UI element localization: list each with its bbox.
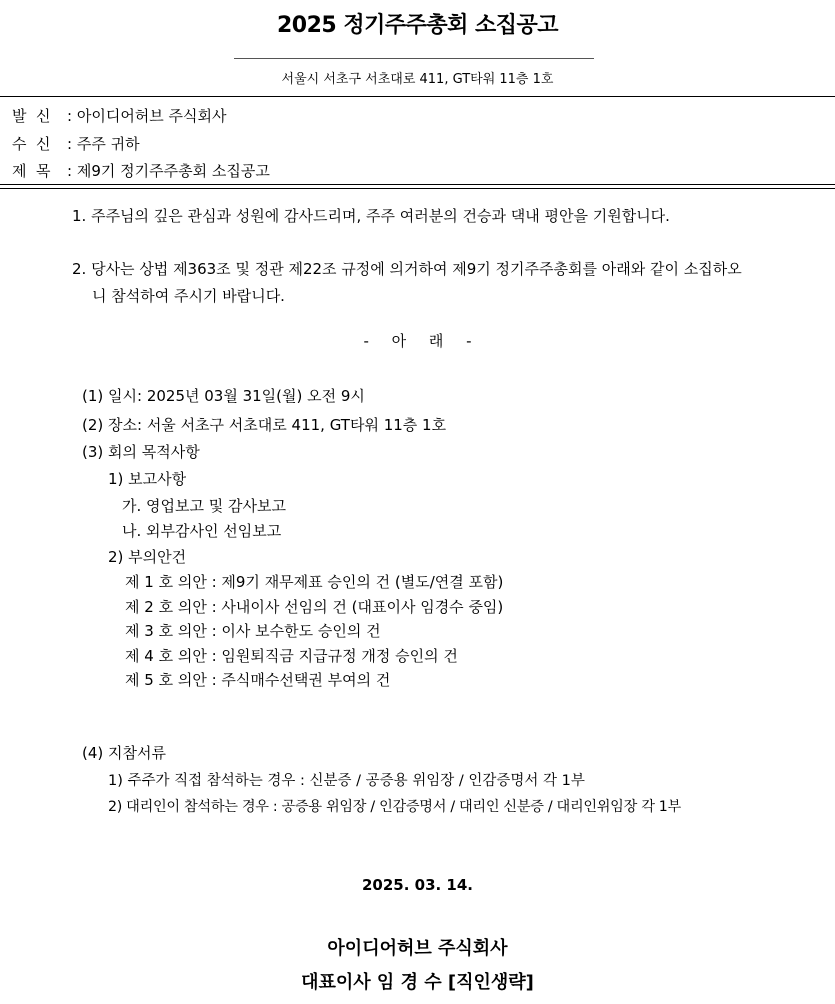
notice-heading: - 아 래 - xyxy=(363,332,472,350)
header-recipient-row xyxy=(12,133,140,154)
header-bottom-divider xyxy=(0,184,835,189)
paragraph-greeting: 1. 주주님의 깊은 관심과 성원에 감사드리며, 주주 여러분의 건승과 댁내 평안을 기원합니다. xyxy=(72,207,670,225)
recipient-separator: : xyxy=(67,135,73,153)
header-top-divider xyxy=(0,96,835,97)
resolution-item: 제 4 호 의안 : 임원퇴직금 지급규정 개정 승인의 건 xyxy=(125,647,458,665)
sender-value: 아이디어허브 주식회사 xyxy=(76,107,227,125)
report-heading: 1) 보고사항 xyxy=(108,470,187,488)
subject-separator: : xyxy=(67,162,73,180)
meeting-place: (2) 장소: 서울 서초구 서초대로 411, GT타워 11층 1호 xyxy=(82,416,447,434)
paragraph-convocation-line1: 2. 당사는 상법 제363조 및 정관 제22조 규정에 의거하여 제9기 정기주주총회를 아래와 같이 소집하오 xyxy=(72,260,742,278)
recipient-label: 수 신 xyxy=(12,135,51,153)
sender-separator: : xyxy=(67,107,73,125)
resolution-item: 제 3 호 의안 : 이사 보수한도 승인의 건 xyxy=(125,622,381,640)
recipient-value: 주주 귀하 xyxy=(76,135,140,153)
report-item: 가. 영업보고 및 감사보고 xyxy=(122,497,286,515)
company-address: 서울시 서초구 서초대로 411, GT타워 11층 1호 xyxy=(281,72,554,87)
header-subject-row xyxy=(12,160,270,181)
resolution-item: 제 1 호 의안 : 제9기 재무제표 승인의 건 (별도/연결 포함) xyxy=(125,573,504,591)
resolution-heading: 2) 부의안건 xyxy=(108,548,187,566)
documents-heading: (4) 지참서류 xyxy=(82,744,166,762)
sender-label: 발 신 xyxy=(12,107,51,125)
subject-label: 제 목 xyxy=(12,162,51,180)
company-name: 아이디어허브 주식회사 xyxy=(327,938,508,959)
header-sender-row xyxy=(12,105,227,126)
ceo-signature: 대표이사 임 경 수 [직인생략] xyxy=(301,972,534,993)
resolution-item: 제 5 호 의안 : 주식매수선택권 부여의 건 xyxy=(125,671,391,689)
meeting-date: (1) 일시: 2025년 03월 31일(월) 오전 9시 xyxy=(82,387,365,405)
notice-title: 2025 정기주주총회 소집공고 xyxy=(276,13,559,38)
agenda-heading: (3) 회의 목적사항 xyxy=(82,443,200,461)
document-item: 1) 주주가 직접 참석하는 경우 : 신분증 / 공증용 위임장 / 인감증명서 각 1부 xyxy=(108,773,585,789)
issue-date: 2025. 03. 14. xyxy=(361,876,474,894)
resolution-item: 제 2 호 의안 : 사내이사 선임의 건 (대표이사 임경수 중임) xyxy=(125,598,504,616)
report-item: 나. 외부감사인 선임보고 xyxy=(122,522,282,540)
document-item: 2) 대리인이 참석하는 경우 : 공증용 위임장 / 인감증명서 / 대리인 신분증 / 대리인위임장 각 1부 xyxy=(108,799,681,815)
title-divider xyxy=(234,58,594,59)
paragraph-convocation-line2: 니 참석하여 주시기 바랍니다. xyxy=(92,287,285,305)
subject-value: 제9기 정기주주총회 소집공고 xyxy=(76,162,270,180)
